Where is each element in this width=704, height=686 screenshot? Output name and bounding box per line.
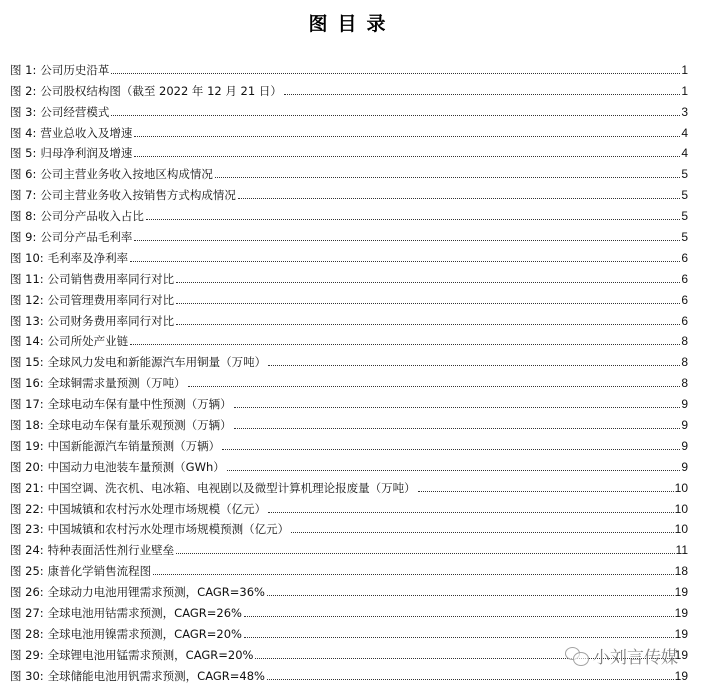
toc-entry-label[interactable]: [10, 334, 130, 348]
toc-entry[interactable]: [10, 98, 688, 119]
figure-number: 图 22:: [10, 501, 44, 516]
figure-title: 全球电池用镍需求预测，CAGR=20%: [47, 626, 242, 641]
toc-entry[interactable]: [10, 140, 688, 161]
toc-entry-label[interactable]: [10, 418, 234, 432]
dot-leader: [176, 303, 680, 304]
page-number[interactable]: 1: [681, 62, 688, 77]
figure-title: 公司主营业务收入按地区构成情况: [40, 167, 213, 182]
figure-title: 全球锂电池用锰需求预测，CAGR=20%: [47, 647, 254, 662]
dot-leader: [234, 407, 681, 408]
figure-title: 营业总收入及增速: [40, 125, 133, 140]
toc-entry[interactable]: [10, 307, 688, 328]
page-number[interactable]: 5: [681, 230, 688, 245]
figure-number: 图 5:: [10, 146, 37, 161]
page-number[interactable]: 9: [681, 418, 688, 433]
page-number[interactable]: 8: [681, 334, 688, 349]
figure-title: 公司主营业务收入按销售方式构成情况: [40, 188, 236, 203]
toc-entry[interactable]: [10, 662, 688, 683]
figure-number: 图 24:: [10, 543, 44, 558]
toc-entry[interactable]: [10, 160, 688, 181]
figure-number: 图 1:: [10, 62, 37, 77]
figure-number: 图 12:: [10, 292, 44, 307]
toc-entry-label[interactable]: [10, 126, 134, 140]
toc-entry[interactable]: [10, 390, 688, 411]
figure-title: 全球风力发电和新能源汽车用铜量（万吨）: [47, 355, 267, 370]
dot-leader: [291, 532, 673, 533]
dot-leader: [146, 219, 680, 220]
dot-leader: [176, 324, 680, 325]
figure-number: 图 6:: [10, 167, 37, 182]
dot-leader: [222, 449, 680, 450]
dot-leader: [267, 679, 674, 680]
toc-entry-label[interactable]: [10, 146, 134, 160]
dot-leader: [227, 470, 681, 471]
page-number[interactable]: 6: [681, 250, 688, 265]
figure-number: 图 21:: [10, 480, 44, 495]
page-number[interactable]: 4: [681, 125, 688, 140]
figure-number: 图 4:: [10, 125, 37, 140]
page-number[interactable]: 5: [681, 167, 688, 182]
toc-entry[interactable]: [10, 286, 688, 307]
toc-entry-label[interactable]: [10, 230, 134, 244]
dot-leader: [244, 637, 674, 638]
toc-entry-label[interactable]: [10, 188, 238, 202]
page-number[interactable]: 9: [681, 397, 688, 412]
figure-number: 图 9:: [10, 230, 37, 245]
dot-leader: [130, 344, 680, 345]
toc-entry[interactable]: [10, 453, 688, 474]
figure-number: 图 3:: [10, 104, 37, 119]
figure-title: 公司分产品收入占比: [40, 209, 144, 224]
toc-entry[interactable]: [10, 244, 688, 265]
page-number[interactable]: 9: [681, 438, 688, 453]
figure-title: 中国动力电池装车量预测（GWh）: [47, 459, 225, 474]
figure-number: 图 10:: [10, 250, 44, 265]
figure-title: 中国城镇和农村污水处理市场规模（亿元）: [47, 501, 267, 516]
figure-number: 图 15:: [10, 355, 44, 370]
dot-leader: [268, 365, 680, 366]
toc-entry-label[interactable]: [10, 84, 284, 98]
page-number[interactable]: 19: [674, 585, 688, 600]
page-number[interactable]: 3: [681, 104, 688, 119]
page-number[interactable]: 5: [681, 209, 688, 224]
page-number[interactable]: 10: [674, 522, 688, 537]
dot-leader: [134, 136, 680, 137]
toc-entry-label[interactable]: [10, 355, 268, 369]
toc-entry-label[interactable]: [10, 251, 130, 265]
toc-entry-label[interactable]: [10, 585, 267, 599]
dot-leader: [176, 553, 674, 554]
page-number[interactable]: 8: [681, 355, 688, 370]
toc-entry[interactable]: [10, 328, 688, 349]
figure-number: 图 28:: [10, 626, 44, 641]
figure-number: 图 2:: [10, 83, 37, 98]
figure-title: 公司股权结构图（截至 2022 年 12 月 21 日）: [40, 83, 282, 98]
toc-entry-label[interactable]: [10, 272, 176, 286]
toc-entry[interactable]: [10, 348, 688, 369]
toc-entry-label[interactable]: [10, 648, 255, 662]
dot-leader: [111, 115, 680, 116]
dot-leader: [111, 73, 680, 74]
figure-title: 全球动力电池用锂需求预测，CAGR=36%: [47, 585, 265, 600]
page-number[interactable]: 6: [681, 313, 688, 328]
dot-leader: [244, 616, 674, 617]
toc-entry-label[interactable]: [10, 209, 146, 223]
figure-number: 图 18:: [10, 418, 44, 433]
dot-leader: [215, 177, 680, 178]
page-number[interactable]: 19: [674, 668, 688, 683]
page-number[interactable]: 6: [681, 271, 688, 286]
figure-title: 公司经营模式: [40, 104, 110, 119]
figure-number: 图 27:: [10, 606, 44, 621]
toc-entry-label[interactable]: [10, 167, 215, 181]
toc-entry-label[interactable]: [10, 502, 268, 516]
page-number[interactable]: 9: [681, 459, 688, 474]
page-number[interactable]: 19: [674, 647, 688, 662]
toc-entry-label[interactable]: [10, 522, 291, 536]
dot-leader: [238, 198, 680, 199]
toc-entry[interactable]: [10, 578, 688, 599]
toc-entry[interactable]: [10, 432, 688, 453]
page-title: 图目录: [308, 13, 396, 35]
toc-entry[interactable]: [10, 620, 688, 641]
figure-number: 图 16:: [10, 376, 44, 391]
figure-number: 图 11:: [10, 271, 44, 286]
figure-title: 公司管理费用率同行对比: [47, 292, 175, 307]
toc-entry[interactable]: [10, 223, 688, 244]
page-number[interactable]: 18: [674, 564, 688, 579]
toc-entry[interactable]: [10, 557, 688, 578]
toc-entry[interactable]: [10, 641, 688, 662]
toc-entry[interactable]: [10, 516, 688, 537]
toc-entry[interactable]: [10, 495, 688, 516]
watermark-text: 小刘言传媒: [593, 648, 678, 668]
figure-number: 图 14:: [10, 334, 44, 349]
figure-number: 图 26:: [10, 585, 44, 600]
dot-leader: [284, 94, 680, 95]
toc-entry-label[interactable]: [10, 439, 222, 453]
toc-entry[interactable]: [10, 474, 688, 495]
toc-entry-label[interactable]: [10, 63, 111, 77]
figure-title: 公司分产品毛利率: [40, 230, 133, 245]
toc-entry-label[interactable]: [10, 669, 267, 683]
figure-number: 图 8:: [10, 209, 37, 224]
toc-entry-label[interactable]: [10, 376, 188, 390]
toc-entry[interactable]: [10, 536, 688, 557]
toc-entry[interactable]: [10, 77, 688, 98]
figure-title: 归母净利润及增速: [40, 146, 133, 161]
figure-title: 公司销售费用率同行对比: [47, 271, 175, 286]
figure-title: 毛利率及净利率: [47, 250, 129, 265]
figure-title: 康普化学销售流程图: [47, 564, 152, 579]
figure-table-of-contents: [10, 56, 688, 683]
toc-entry-label[interactable]: [10, 543, 176, 557]
dot-leader: [134, 156, 680, 157]
page-number[interactable]: 19: [674, 626, 688, 641]
figure-title: 中国空调、洗衣机、电冰箱、电视剧以及微型计算机理论报废量（万吨）: [47, 480, 416, 495]
figure-title: 全球储能电池用钒需求预测，CAGR=48%: [47, 668, 265, 683]
page-number[interactable]: 19: [674, 606, 688, 621]
dot-leader: [153, 574, 673, 575]
page-number[interactable]: 5: [681, 188, 688, 203]
figure-number: 图 13:: [10, 313, 44, 328]
toc-entry-label[interactable]: [10, 460, 227, 474]
toc-entry-label[interactable]: [10, 627, 244, 641]
figure-title: 中国新能源汽车销量预测（万辆）: [47, 438, 221, 453]
figure-number: 图 30:: [10, 668, 44, 683]
figure-number: 图 23:: [10, 522, 44, 537]
page-number[interactable]: 6: [681, 292, 688, 307]
toc-entry-label[interactable]: [10, 314, 176, 328]
page-number[interactable]: 1: [681, 83, 688, 98]
figure-title: 特种表面活性剂行业壁垒: [47, 543, 175, 558]
figure-number: 图 17:: [10, 397, 44, 412]
page-number[interactable]: 8: [681, 376, 688, 391]
toc-entry[interactable]: [10, 181, 688, 202]
figure-title: 公司历史沿革: [40, 62, 110, 77]
figure-title: 全球铜需求量预测（万吨）: [47, 376, 186, 391]
toc-entry-label[interactable]: [10, 481, 418, 495]
toc-entry-label[interactable]: [10, 397, 234, 411]
figure-number: 图 7:: [10, 188, 37, 203]
figure-title: 全球电池用钴需求预测，CAGR=26%: [47, 606, 242, 621]
figure-title: 公司财务费用率同行对比: [47, 313, 175, 328]
figure-title: 全球电动车保有量中性预测（万辆）: [47, 397, 232, 412]
toc-entry[interactable]: [10, 599, 688, 620]
toc-entry[interactable]: [10, 119, 688, 140]
toc-entry[interactable]: [10, 56, 688, 77]
figure-title: 公司所处产业链: [47, 334, 129, 349]
toc-entry-label[interactable]: [10, 105, 111, 119]
toc-entry-label[interactable]: [10, 606, 244, 620]
figure-title: 中国城镇和农村污水处理市场规模预测（亿元）: [47, 522, 290, 537]
figure-title: 全球电动车保有量乐观预测（万辆）: [47, 418, 232, 433]
toc-entry[interactable]: [10, 411, 688, 432]
dot-leader: [234, 428, 681, 429]
page-number[interactable]: 11: [675, 543, 688, 558]
dot-leader: [255, 658, 673, 659]
figure-number: 图 20:: [10, 459, 44, 474]
toc-entry-label[interactable]: [10, 564, 153, 578]
dot-leader: [418, 491, 674, 492]
dot-leader: [130, 261, 680, 262]
dot-leader: [267, 595, 674, 596]
toc-entry[interactable]: [10, 202, 688, 223]
page-number[interactable]: 10: [674, 480, 688, 495]
toc-entry[interactable]: [10, 265, 688, 286]
dot-leader: [268, 512, 673, 513]
figure-number: 图 25:: [10, 564, 44, 579]
dot-leader: [188, 386, 681, 387]
toc-entry-label[interactable]: [10, 293, 176, 307]
page-number[interactable]: 4: [681, 146, 688, 161]
page-number[interactable]: 10: [674, 501, 688, 516]
dot-leader: [134, 240, 680, 241]
figure-number: 图 19:: [10, 438, 44, 453]
toc-entry[interactable]: [10, 369, 688, 390]
figure-number: 图 29:: [10, 647, 44, 662]
dot-leader: [176, 282, 680, 283]
